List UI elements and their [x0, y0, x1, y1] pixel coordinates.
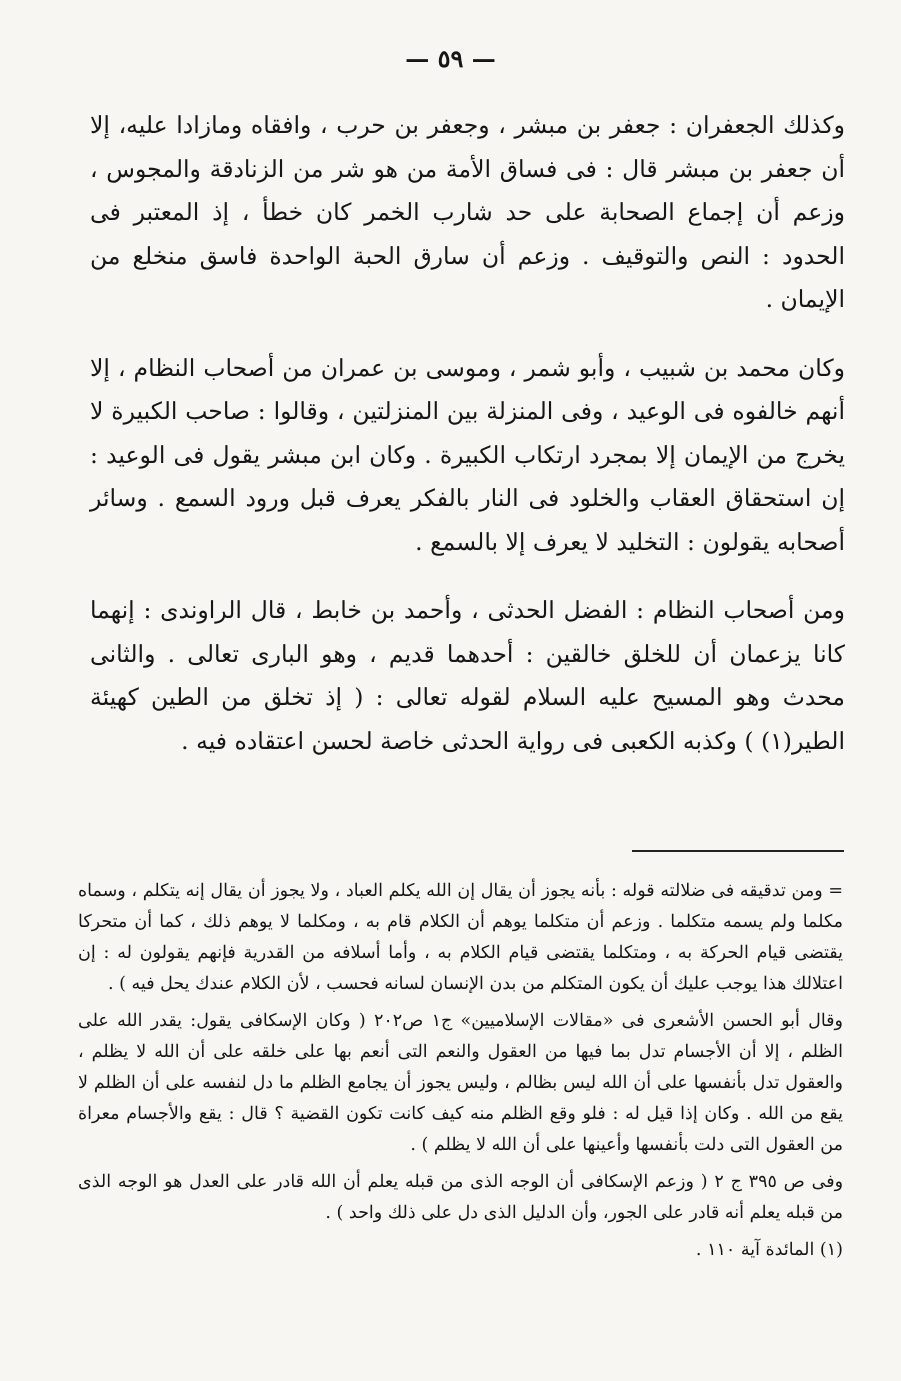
page-number: — ٥٩ — — [405, 44, 496, 73]
footnote: (١) المائدة آية ١١٠ . — [695, 1240, 843, 1260]
paragraph: ومن أصحاب النظام : الفضل الحدثى ، وأحمد بن خابط ، قال الراوندى : إنهما كانا يزعمان أن للخلق خالقين : أحدهما قديم ، وهو البارى تعالى . والثانى محدث وهو المسيح عليه السلام لقوله تعالى : ( إذ تخلق من الطين كهيئة الطير(١) ) وكذبه الكعبى فى رواية الحدثى خاصة لحسن اعتقاده فيه . — [90, 596, 845, 755]
footnote: وقال أبو الحسن الأشعرى فى «مقالات الإسلاميين» ج١ ص٢٠٢ ( وكان الإسكافى يقول: يقدر الله على الظلم ، إلا أن الأجسام تدل بما فيها من العقول والنعم التى أنعم بها على خلقه على أن الله لا يظلم ، والعقول تدل بأنفسها على أن الله ليس بظالم ، وليس يجوز أن يجامع الظلم ما دل لنفسه على أن الظلم لا يقع من الله . وكان إذا قيل له : فلو وقع الظلم منه كيف كانت تكون القضية ؟ قال : يقع والأجسام معراة من العقول التى دلت بأنفسها وأعينها على أن الله لا يظلم ) . — [78, 1011, 843, 1155]
footnote-divider — [632, 850, 844, 852]
paragraph: وكذلك الجعفران : جعفر بن مبشر ، وجعفر بن حرب ، وافقاه ومازادا عليه، إلا أن جعفر بن مبشر قال : فى فساق الأمة من هو شر من الزنادقة والمجوس ، وزعم أن إجماع الصحابة على حد شارب الخمر كان خطأ ، إذ المعتبر فى الحدود : النص والتوقيف . وزعم أن سارق الحبة الواحدة فاسق منخلع من الإيمان . — [90, 111, 845, 313]
footnote: وفى ص ٣٩٥ ج ٢ ( وزعم الإسكافى أن الوجه الذى من قبله يعلم أن الله قادر على العدل هو الوجه الذى من قبله يعلم أنه قادر على الجور، وأن الدليل الذى دل على ذلك واحد ) . — [78, 1172, 844, 1223]
main-text — [90, 104, 845, 788]
footnote: = ومن تدقيقه فى ضلالته قوله : بأنه يجوز أن يقال إن الله يكلم العباد ، ولا يجوز أن يقال إنه يتكلم ، وسماه مكلما ولم يسمه متكلما . وزعم أن متكلما يوهم أن الكلام قام به ، ومكلما لا يوهم ذلك ، كما أن متحركا يقتضى قيام الحركة به ، ومتكلما يقتضى قيام الكلام به ، وأما أسلافه من القدرية فإنهم يقولون له : إن اعتلالك هذا يوجب عليك أن يكون المتكلم من بدن الإنسان لسانه فحسب ، لأن الكلام عندك يحل فيه ) . — [78, 881, 843, 994]
paragraph: وكان محمد بن شبيب ، وأبو شمر ، وموسى بن عمران من أصحاب النظام ، إلا أنهم خالفوه فى الوعيد ، وفى المنزلة بين المنزلتين ، وقالوا : صاحب الكبيرة لا يخرج من الإيمان إلا بمجرد ارتكاب الكبيرة . وكان ابن مبشر يقول فى الوعيد : إن استحقاق العقاب والخلود فى النار بالفكر يعرف قبل ورود السمع . وسائر أصحابه يقولون : التخليد لا يعرف إلا بالسمع . — [90, 353, 845, 556]
footnotes — [78, 876, 843, 1272]
